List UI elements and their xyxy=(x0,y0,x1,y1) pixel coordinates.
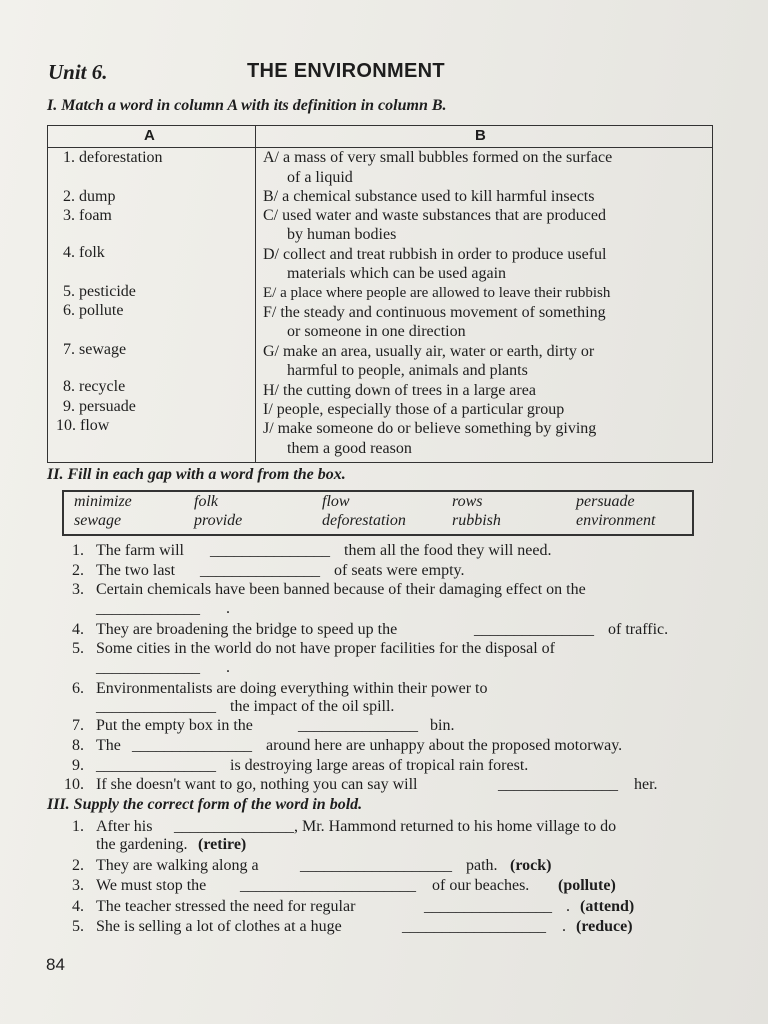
sentence-text: The two last xyxy=(96,562,176,579)
definition-line: B/ a chemical substance used to kill harmful insects xyxy=(263,188,595,205)
item-number: 1. xyxy=(72,818,84,835)
definition-line: C/ used water and waste substances that are produced xyxy=(263,207,606,224)
word-item: 8. recycle xyxy=(63,378,126,395)
sentence-text: , Mr. Hammond returned to his home village to do xyxy=(294,818,617,835)
sentence-text: They are walking along a xyxy=(96,857,259,874)
sentence-text: is destroying large areas of tropical rain forest. xyxy=(230,757,529,774)
item-number: 1. xyxy=(72,542,84,559)
definition-line: by human bodies xyxy=(287,226,397,243)
item-number: 10. xyxy=(64,776,84,793)
answer-blank[interactable]: _______________ xyxy=(174,818,294,835)
matching-table xyxy=(47,125,713,463)
section-2-instruction: II. Fill in each gap with a word from the box. xyxy=(47,466,346,483)
answer-blank[interactable]: _______________ xyxy=(132,737,252,754)
definition-line: A/ a mass of very small bubbles formed on the surface xyxy=(263,149,613,166)
sentence-text: Some cities in the world do not have proper facilities for the disposal of xyxy=(96,640,555,657)
sentence-text: After his xyxy=(96,818,153,835)
answer-blank[interactable]: _____________ xyxy=(96,600,200,617)
answer-blank[interactable]: _______________ xyxy=(210,542,330,559)
definition-line: of a liquid xyxy=(287,169,353,186)
sentence-text: bin. xyxy=(430,717,455,734)
sentence-text: They are broadening the bridge to speed up the xyxy=(96,621,398,638)
word-item: 6. pollute xyxy=(63,302,124,319)
sentence-text: . xyxy=(226,659,230,676)
sentence-text: Environmentalists are doing everything within their power to xyxy=(96,680,488,697)
answer-blank[interactable]: ___________________ xyxy=(300,857,452,874)
sentence-text: around here are unhappy about the proposed motorway. xyxy=(266,737,623,754)
section-3-instruction: III. Supply the correct form of the word in bold. xyxy=(47,796,363,813)
column-divider xyxy=(255,126,256,462)
section-1-instruction: I. Match a word in column A with its definition in column B. xyxy=(47,97,447,114)
unit-label: Unit 6. xyxy=(48,60,108,84)
sentence-text: the impact of the oil spill. xyxy=(230,698,395,715)
word-in-bold: (reduce) xyxy=(576,918,633,935)
answer-blank[interactable]: _______________ xyxy=(474,621,594,638)
word-box xyxy=(62,490,694,536)
definition-line: J/ make someone do or believe something by giving xyxy=(263,420,597,437)
answer-blank[interactable]: __________________ xyxy=(402,918,546,935)
sentence-text: the gardening. xyxy=(96,836,188,853)
item-number: 2. xyxy=(72,562,84,579)
definition-line: D/ collect and treat rubbish in order to produce useful xyxy=(263,246,607,263)
item-number: 4. xyxy=(72,898,84,915)
sentence-text: Certain chemicals have been banned because of their damaging effect on the xyxy=(96,581,586,598)
item-number: 2. xyxy=(72,857,84,874)
sentence-text: them all the food they will need. xyxy=(344,542,552,559)
box-word: folk xyxy=(194,493,218,510)
definition-line: E/ a place where people are allowed to leave their rubbish xyxy=(263,285,611,301)
box-word: environment xyxy=(576,512,656,529)
box-word: minimize xyxy=(74,493,132,510)
sentence-text: of traffic. xyxy=(608,621,669,638)
definition-line: harmful to people, animals and plants xyxy=(287,362,528,379)
page-number: 84 xyxy=(46,955,65,974)
definition-line: H/ the cutting down of trees in a large area xyxy=(263,382,536,399)
sentence-text: The xyxy=(96,737,121,754)
item-number: 7. xyxy=(72,717,84,734)
item-number: 9. xyxy=(72,757,84,774)
sentence-text: The farm will xyxy=(96,542,184,559)
answer-blank[interactable]: _______________ xyxy=(96,698,216,715)
word-item: 9. persuade xyxy=(63,398,136,415)
box-word: rows xyxy=(452,493,483,510)
definition-line: them a good reason xyxy=(287,440,412,457)
word-item: 1. deforestation xyxy=(63,149,163,166)
box-word: provide xyxy=(194,512,243,529)
box-word: deforestation xyxy=(322,512,406,529)
sentence-text: . xyxy=(562,918,566,935)
definition-line: or someone in one direction xyxy=(287,323,466,340)
item-number: 5. xyxy=(72,640,84,657)
answer-blank[interactable]: _____________ xyxy=(96,659,200,676)
word-in-bold: (rock) xyxy=(510,857,552,874)
item-number: 5. xyxy=(72,918,84,935)
sentence-text: The teacher stressed the need for regular xyxy=(96,898,356,915)
table-header-row xyxy=(48,126,712,148)
definition-line: F/ the steady and continuous movement of something xyxy=(263,304,606,321)
definition-line: materials which can be used again xyxy=(287,265,507,282)
word-item: 5. pesticide xyxy=(63,283,136,300)
sentence-text: If she doesn't want to go, nothing you can say will xyxy=(96,776,418,793)
word-item: 7. sewage xyxy=(63,341,127,358)
answer-blank[interactable]: _______________ xyxy=(298,717,418,734)
box-word: sewage xyxy=(74,512,122,529)
item-number: 4. xyxy=(72,621,84,638)
definition-line: I/ people, especially those of a particular group xyxy=(263,401,565,418)
box-word: rubbish xyxy=(452,512,501,529)
item-number: 8. xyxy=(72,737,84,754)
box-word: flow xyxy=(322,493,350,510)
sentence-text: We must stop the xyxy=(96,877,207,894)
word-in-bold: (attend) xyxy=(580,898,635,915)
sentence-text: . xyxy=(226,600,230,617)
sentence-text: of our beaches. xyxy=(432,877,530,894)
word-in-bold: (retire) xyxy=(198,836,247,853)
page-title: THE ENVIRONMENT xyxy=(247,60,445,82)
answer-blank[interactable]: _______________ xyxy=(96,757,216,774)
item-number: 6. xyxy=(72,680,84,697)
answer-blank[interactable]: ________________ xyxy=(424,898,552,915)
sentence-text: Put the empty box in the xyxy=(96,717,253,734)
item-number: 3. xyxy=(72,581,84,598)
answer-blank[interactable]: _______________ xyxy=(200,562,320,579)
sentence-text: her. xyxy=(634,776,658,793)
sentence-text: of seats were empty. xyxy=(334,562,465,579)
item-number: 3. xyxy=(72,877,84,894)
word-item: 4. folk xyxy=(63,244,105,261)
answer-blank[interactable]: ______________________ xyxy=(240,877,416,894)
answer-blank[interactable]: _______________ xyxy=(498,776,618,793)
sentence-text: She is selling a lot of clothes at a huge xyxy=(96,918,342,935)
column-a-header: A xyxy=(144,127,155,144)
definition-line: G/ make an area, usually air, water or earth, dirty or xyxy=(263,343,595,360)
word-item: 10. flow xyxy=(56,417,110,434)
word-item: 2. dump xyxy=(63,188,116,205)
sentence-text: path. xyxy=(466,857,498,874)
word-in-bold: (pollute) xyxy=(558,877,616,894)
column-b-header: B xyxy=(475,127,486,144)
sentence-text: . xyxy=(566,898,570,915)
box-word: persuade xyxy=(576,493,635,510)
word-item: 3. foam xyxy=(63,207,112,224)
